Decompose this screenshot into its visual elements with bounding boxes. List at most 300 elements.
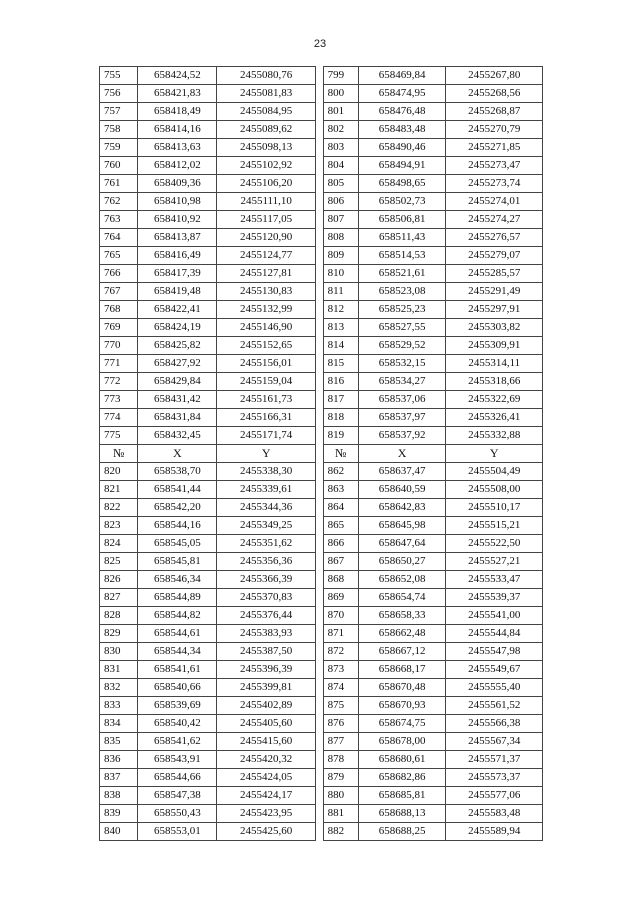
table-cell: 658668,17 xyxy=(358,661,446,679)
table-cell: 2455583,48 xyxy=(446,805,543,823)
table-cell: 658410,98 xyxy=(138,193,217,211)
column-gap xyxy=(316,517,324,535)
table-row xyxy=(100,121,543,139)
column-gap xyxy=(316,121,324,139)
table-cell: 882 xyxy=(323,823,358,841)
table-cell: 2455415,60 xyxy=(217,733,316,751)
table-cell: 2455527,21 xyxy=(446,553,543,571)
column-gap xyxy=(316,769,324,787)
table-cell: 2455111,10 xyxy=(217,193,316,211)
table-row xyxy=(100,301,543,319)
table-cell: 2455383,93 xyxy=(217,625,316,643)
table-cell: 658670,48 xyxy=(358,679,446,697)
table-cell: 2455539,37 xyxy=(446,589,543,607)
table-cell: 658525,23 xyxy=(358,301,446,319)
table-cell: 869 xyxy=(323,589,358,607)
column-gap xyxy=(316,571,324,589)
table-cell: 658431,84 xyxy=(138,409,217,427)
table-cell: 874 xyxy=(323,679,358,697)
table-cell: 2455376,44 xyxy=(217,607,316,625)
table-cell: 2455366,39 xyxy=(217,571,316,589)
table-cell: 2455544,84 xyxy=(446,625,543,643)
table-cell: 2455555,40 xyxy=(446,679,543,697)
table-cell: 774 xyxy=(100,409,138,427)
table-cell: 658688,13 xyxy=(358,805,446,823)
table-cell: 658537,06 xyxy=(358,391,446,409)
table-row xyxy=(100,175,543,193)
table-row xyxy=(100,283,543,301)
table-cell: 833 xyxy=(100,697,138,715)
table-cell: 801 xyxy=(323,103,358,121)
table-cell: 829 xyxy=(100,625,138,643)
table-cell: 2455356,36 xyxy=(217,553,316,571)
table-cell: 658550,43 xyxy=(138,805,217,823)
column-gap xyxy=(316,589,324,607)
table-cell: 658494,91 xyxy=(358,157,446,175)
column-gap xyxy=(316,787,324,805)
table-row xyxy=(100,787,543,805)
table-cell: 658537,97 xyxy=(358,409,446,427)
table-cell: 822 xyxy=(100,499,138,517)
table-row xyxy=(100,517,543,535)
column-gap xyxy=(316,157,324,175)
column-gap xyxy=(316,607,324,625)
table-cell: 2455589,94 xyxy=(446,823,543,841)
table-cell: 658425,82 xyxy=(138,337,217,355)
table-cell: 2455573,37 xyxy=(446,769,543,787)
table-cell: 658645,98 xyxy=(358,517,446,535)
table-row xyxy=(100,103,543,121)
table-cell: 771 xyxy=(100,355,138,373)
column-header: X xyxy=(358,445,446,463)
table-cell: 837 xyxy=(100,769,138,787)
table-cell: 2455089,62 xyxy=(217,121,316,139)
table-cell: 2455338,30 xyxy=(217,463,316,481)
table-cell: 658543,91 xyxy=(138,751,217,769)
column-gap xyxy=(316,697,324,715)
table-cell: 2455549,67 xyxy=(446,661,543,679)
table-cell: 2455399,81 xyxy=(217,679,316,697)
table-cell: 658483,48 xyxy=(358,121,446,139)
table-cell: 658432,45 xyxy=(138,427,217,445)
table-cell: 2455318,66 xyxy=(446,373,543,391)
column-gap xyxy=(316,625,324,643)
table-row xyxy=(100,715,543,733)
table-cell: 658527,55 xyxy=(358,319,446,337)
column-gap xyxy=(316,283,324,301)
table-cell: 879 xyxy=(323,769,358,787)
column-header: Y xyxy=(217,445,316,463)
table-cell: 2455130,83 xyxy=(217,283,316,301)
table-cell: 810 xyxy=(323,265,358,283)
table-cell: 2455268,87 xyxy=(446,103,543,121)
table-cell: 870 xyxy=(323,607,358,625)
table-cell: 823 xyxy=(100,517,138,535)
table-cell: 658431,42 xyxy=(138,391,217,409)
table-cell: 760 xyxy=(100,157,138,175)
table-cell: 658544,82 xyxy=(138,607,217,625)
table-cell: 658544,61 xyxy=(138,625,217,643)
table-cell: 820 xyxy=(100,463,138,481)
table-cell: 2455271,85 xyxy=(446,139,543,157)
table-cell: 658418,49 xyxy=(138,103,217,121)
table-cell: 658541,44 xyxy=(138,481,217,499)
table-cell: 658417,39 xyxy=(138,265,217,283)
table-cell: 658544,16 xyxy=(138,517,217,535)
table-cell: 838 xyxy=(100,787,138,805)
table-row xyxy=(100,355,543,373)
table-cell: 2455102,92 xyxy=(217,157,316,175)
column-gap xyxy=(316,319,324,337)
table-cell: 770 xyxy=(100,337,138,355)
table-cell: 818 xyxy=(323,409,358,427)
table-cell: 862 xyxy=(323,463,358,481)
table-cell: 658544,34 xyxy=(138,643,217,661)
table-cell: 2455171,74 xyxy=(217,427,316,445)
table-cell: 2455274,27 xyxy=(446,211,543,229)
column-header: Y xyxy=(446,445,543,463)
table-cell: 658514,53 xyxy=(358,247,446,265)
table-cell: 755 xyxy=(100,67,138,85)
table-cell: 2455285,57 xyxy=(446,265,543,283)
table-cell: 2455279,07 xyxy=(446,247,543,265)
table-cell: 872 xyxy=(323,643,358,661)
table-cell: 658546,34 xyxy=(138,571,217,589)
table-row xyxy=(100,805,543,823)
table-cell: 759 xyxy=(100,139,138,157)
table-cell: 2455291,49 xyxy=(446,283,543,301)
table-cell: 658424,52 xyxy=(138,67,217,85)
table-cell: 658652,08 xyxy=(358,571,446,589)
column-gap xyxy=(316,103,324,121)
table-cell: 2455425,60 xyxy=(217,823,316,841)
column-gap xyxy=(316,427,324,445)
table-cell: 658537,92 xyxy=(358,427,446,445)
column-gap xyxy=(316,85,324,103)
table-row xyxy=(100,589,543,607)
table-cell: 808 xyxy=(323,229,358,247)
table-cell: 2455268,56 xyxy=(446,85,543,103)
table-cell: 658429,84 xyxy=(138,373,217,391)
table-row xyxy=(100,697,543,715)
table-cell: 2455309,91 xyxy=(446,337,543,355)
table-cell: 2455117,05 xyxy=(217,211,316,229)
table-cell: 766 xyxy=(100,265,138,283)
table-cell: 658540,42 xyxy=(138,715,217,733)
table-cell: 816 xyxy=(323,373,358,391)
table-cell: 2455504,49 xyxy=(446,463,543,481)
table-cell: 2455132,99 xyxy=(217,301,316,319)
table-cell: 800 xyxy=(323,85,358,103)
table-cell: 658539,69 xyxy=(138,697,217,715)
table-cell: 761 xyxy=(100,175,138,193)
table-cell: 658637,47 xyxy=(358,463,446,481)
table-cell: 876 xyxy=(323,715,358,733)
table-cell: 2455161,73 xyxy=(217,391,316,409)
table-cell: 815 xyxy=(323,355,358,373)
page-number: 23 xyxy=(313,38,327,50)
table-cell: 2455270,79 xyxy=(446,121,543,139)
table-cell: 811 xyxy=(323,283,358,301)
table-cell: 2455081,83 xyxy=(217,85,316,103)
column-gap xyxy=(316,355,324,373)
table-cell: 775 xyxy=(100,427,138,445)
table-cell: 867 xyxy=(323,553,358,571)
column-gap xyxy=(316,805,324,823)
table-cell: 2455571,37 xyxy=(446,751,543,769)
table-cell: 658654,74 xyxy=(358,589,446,607)
column-gap xyxy=(316,265,324,283)
column-gap xyxy=(316,553,324,571)
column-gap xyxy=(316,733,324,751)
table-cell: 658502,73 xyxy=(358,193,446,211)
table-cell: 2455273,47 xyxy=(446,157,543,175)
table-cell: 2455424,17 xyxy=(217,787,316,805)
table-cell: 814 xyxy=(323,337,358,355)
table-cell: 812 xyxy=(323,301,358,319)
table-cell: 2455303,82 xyxy=(446,319,543,337)
table-row xyxy=(100,427,543,445)
table-cell: 658545,81 xyxy=(138,553,217,571)
column-gap xyxy=(316,247,324,265)
column-gap xyxy=(316,445,324,463)
table-cell: 2455387,50 xyxy=(217,643,316,661)
table-cell: 2455332,88 xyxy=(446,427,543,445)
table-cell: 863 xyxy=(323,481,358,499)
table-cell: 2455166,31 xyxy=(217,409,316,427)
table-cell: 877 xyxy=(323,733,358,751)
table-cell: 658678,00 xyxy=(358,733,446,751)
table-cell: 765 xyxy=(100,247,138,265)
table-row xyxy=(100,607,543,625)
table-cell: 658412,02 xyxy=(138,157,217,175)
table-cell: 819 xyxy=(323,427,358,445)
table-cell: 658545,05 xyxy=(138,535,217,553)
table-cell: 763 xyxy=(100,211,138,229)
table-cell: 769 xyxy=(100,319,138,337)
table-cell: 840 xyxy=(100,823,138,841)
column-gap xyxy=(316,67,324,85)
column-gap xyxy=(316,409,324,427)
table-cell: 802 xyxy=(323,121,358,139)
table-row xyxy=(100,85,543,103)
table-cell: 773 xyxy=(100,391,138,409)
table-cell: 658523,08 xyxy=(358,283,446,301)
table-row xyxy=(100,391,543,409)
column-gap xyxy=(316,751,324,769)
table-cell: 658409,36 xyxy=(138,175,217,193)
column-gap xyxy=(316,373,324,391)
column-gap xyxy=(316,463,324,481)
table-cell: 658422,41 xyxy=(138,301,217,319)
table-cell: 658413,87 xyxy=(138,229,217,247)
table-cell: 2455080,76 xyxy=(217,67,316,85)
table-cell: 2455424,05 xyxy=(217,769,316,787)
table-cell: 2455339,61 xyxy=(217,481,316,499)
table-row xyxy=(100,193,543,211)
table-cell: 2455349,25 xyxy=(217,517,316,535)
table-cell: 658647,64 xyxy=(358,535,446,553)
table-cell: 658506,81 xyxy=(358,211,446,229)
table-cell: 881 xyxy=(323,805,358,823)
table-cell: 2455084,95 xyxy=(217,103,316,121)
column-gap xyxy=(316,211,324,229)
table-cell: 658674,75 xyxy=(358,715,446,733)
table-row xyxy=(100,265,543,283)
table-row xyxy=(100,247,543,265)
table-cell: 2455405,60 xyxy=(217,715,316,733)
column-gap xyxy=(316,499,324,517)
table-cell: 2455351,62 xyxy=(217,535,316,553)
table-cell: 772 xyxy=(100,373,138,391)
table-row xyxy=(100,481,543,499)
column-gap xyxy=(316,229,324,247)
table-cell: 2455152,65 xyxy=(217,337,316,355)
table-cell: 757 xyxy=(100,103,138,121)
table-row xyxy=(100,625,543,643)
column-gap xyxy=(316,661,324,679)
table-row xyxy=(100,643,543,661)
table-cell: 832 xyxy=(100,679,138,697)
table-cell: 658658,33 xyxy=(358,607,446,625)
table-cell: 2455297,91 xyxy=(446,301,543,319)
table-row xyxy=(100,229,543,247)
table-cell: 805 xyxy=(323,175,358,193)
table-cell: 758 xyxy=(100,121,138,139)
column-header: № xyxy=(100,445,138,463)
table-cell: 658538,70 xyxy=(138,463,217,481)
column-gap xyxy=(316,481,324,499)
table-row xyxy=(100,373,543,391)
table-cell: 658542,20 xyxy=(138,499,217,517)
table-cell: 2455120,90 xyxy=(217,229,316,247)
table-cell: 658521,61 xyxy=(358,265,446,283)
coordinates-table xyxy=(99,66,543,841)
table-cell: 2455098,13 xyxy=(217,139,316,157)
table-cell: 809 xyxy=(323,247,358,265)
table-cell: 658413,63 xyxy=(138,139,217,157)
table-cell: 2455273,74 xyxy=(446,175,543,193)
table-cell: 878 xyxy=(323,751,358,769)
table-row xyxy=(100,337,543,355)
table-cell: 2455106,20 xyxy=(217,175,316,193)
table-cell: 827 xyxy=(100,589,138,607)
table-cell: 658547,38 xyxy=(138,787,217,805)
table-cell: 868 xyxy=(323,571,358,589)
table-cell: 824 xyxy=(100,535,138,553)
table-cell: 864 xyxy=(323,499,358,517)
table-row xyxy=(100,661,543,679)
table-cell: 658680,61 xyxy=(358,751,446,769)
table-cell: 658474,95 xyxy=(358,85,446,103)
table-cell: 658541,61 xyxy=(138,661,217,679)
table-cell: 2455566,38 xyxy=(446,715,543,733)
table-cell: 756 xyxy=(100,85,138,103)
column-gap xyxy=(316,643,324,661)
column-header: № xyxy=(323,445,358,463)
table-cell: 830 xyxy=(100,643,138,661)
table-row xyxy=(100,409,543,427)
table-cell: 817 xyxy=(323,391,358,409)
column-gap xyxy=(316,679,324,697)
table-cell: 2455420,32 xyxy=(217,751,316,769)
table-cell: 2455522,50 xyxy=(446,535,543,553)
column-gap xyxy=(316,337,324,355)
table-cell: 764 xyxy=(100,229,138,247)
table-row xyxy=(100,211,543,229)
table-cell: 658540,66 xyxy=(138,679,217,697)
table-cell: 767 xyxy=(100,283,138,301)
table-row xyxy=(100,139,543,157)
table-cell: 768 xyxy=(100,301,138,319)
table-cell: 658427,92 xyxy=(138,355,217,373)
table-cell: 2455127,81 xyxy=(217,265,316,283)
table-cell: 658688,25 xyxy=(358,823,446,841)
table-cell: 658419,48 xyxy=(138,283,217,301)
table-cell: 839 xyxy=(100,805,138,823)
table-cell: 658670,93 xyxy=(358,697,446,715)
table-cell: 2455508,00 xyxy=(446,481,543,499)
table-cell: 2455561,52 xyxy=(446,697,543,715)
table-cell: 658642,83 xyxy=(358,499,446,517)
table-cell: 804 xyxy=(323,157,358,175)
table-cell: 658490,46 xyxy=(358,139,446,157)
table-cell: 658534,27 xyxy=(358,373,446,391)
table-cell: 831 xyxy=(100,661,138,679)
table-cell: 2455577,06 xyxy=(446,787,543,805)
table-cell: 836 xyxy=(100,751,138,769)
table-cell: 813 xyxy=(323,319,358,337)
column-gap xyxy=(316,139,324,157)
table-cell: 2455423,95 xyxy=(217,805,316,823)
table-cell: 807 xyxy=(323,211,358,229)
column-header: X xyxy=(138,445,217,463)
column-gap xyxy=(316,175,324,193)
table-cell: 834 xyxy=(100,715,138,733)
table-cell: 2455533,47 xyxy=(446,571,543,589)
table-cell: 2455402,89 xyxy=(217,697,316,715)
table-cell: 2455322,69 xyxy=(446,391,543,409)
table-cell: 658416,49 xyxy=(138,247,217,265)
table-cell: 658667,12 xyxy=(358,643,446,661)
table-cell: 835 xyxy=(100,733,138,751)
table-cell: 658498,65 xyxy=(358,175,446,193)
table-cell: 825 xyxy=(100,553,138,571)
table-cell: 806 xyxy=(323,193,358,211)
table-cell: 2455510,17 xyxy=(446,499,543,517)
table-row xyxy=(100,319,543,337)
table-cell: 658544,89 xyxy=(138,589,217,607)
table-cell: 2455370,83 xyxy=(217,589,316,607)
column-gap xyxy=(316,715,324,733)
table-cell: 2455146,90 xyxy=(217,319,316,337)
table-cell: 658529,52 xyxy=(358,337,446,355)
column-gap xyxy=(316,535,324,553)
table-cell: 658469,84 xyxy=(358,67,446,85)
table-cell: 880 xyxy=(323,787,358,805)
table-cell: 658511,43 xyxy=(358,229,446,247)
table-cell: 873 xyxy=(323,661,358,679)
table-cell: 658685,81 xyxy=(358,787,446,805)
table-row xyxy=(100,751,543,769)
table-cell: 2455124,77 xyxy=(217,247,316,265)
table-cell: 2455156,01 xyxy=(217,355,316,373)
column-gap xyxy=(316,193,324,211)
table-row xyxy=(100,823,543,841)
table-cell: 658414,16 xyxy=(138,121,217,139)
table-row xyxy=(100,553,543,571)
table-cell: 2455267,80 xyxy=(446,67,543,85)
